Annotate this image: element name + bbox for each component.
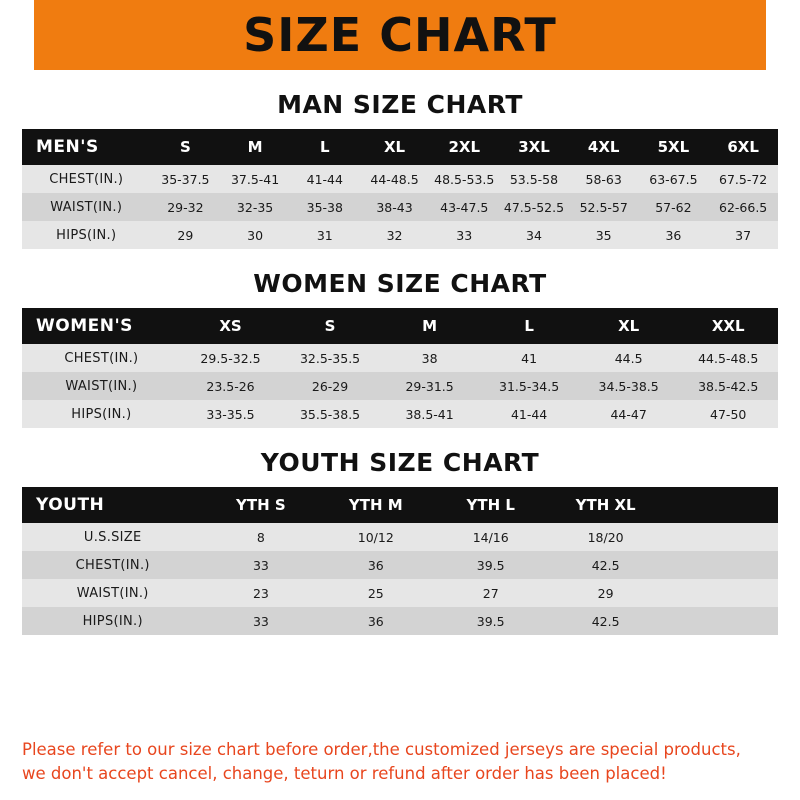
men-waist-6xl: 62-66.5 (719, 199, 768, 215)
men-chest-m: 37.5-41 (230, 171, 280, 187)
youth-size-table (22, 487, 778, 635)
women-size-table (22, 308, 778, 428)
men-chest-4xl: 58-63 (585, 171, 622, 187)
women-hips-xs: 33-35.5 (206, 406, 255, 422)
youth-row-chest-label: CHEST(IN.) (75, 557, 150, 573)
header-left-spacer (0, 0, 34, 70)
women-waist-xl: 34.5-38.5 (598, 378, 659, 394)
women-col-xxl: XXL (678, 308, 778, 344)
men-chest-5xl: 63-67.5 (649, 171, 698, 187)
women-chest-m: 38 (421, 350, 438, 366)
youth-hips-l: 39.5 (476, 613, 505, 629)
women-hips-m: 38.5-41 (405, 406, 454, 422)
women-chest-xl: 44.5 (614, 350, 643, 366)
men-col-m: M (220, 129, 290, 165)
men-chest-2xl: 48.5-53.5 (434, 171, 495, 187)
women-table-body (22, 344, 778, 428)
youth-col-m: YTH M (318, 487, 433, 523)
men-waist-5xl: 57-62 (655, 199, 692, 215)
men-size-table (22, 129, 778, 249)
men-col-s: S (151, 129, 221, 165)
men-row-hips-label: HIPS(IN.) (56, 227, 117, 243)
page-title: SIZE CHART (243, 8, 557, 62)
chart-content (0, 70, 800, 728)
table-row (22, 579, 778, 607)
women-waist-s: 26-29 (311, 378, 349, 394)
youth-chest-l: 39.5 (476, 557, 505, 573)
men-chest-3xl: 53.5-58 (509, 171, 559, 187)
youth-ussize-l: 14/16 (472, 529, 509, 545)
women-header-label: WOMEN'S (22, 308, 181, 344)
youth-ussize-spacer (663, 523, 778, 551)
youth-hips-xl: 42.5 (591, 613, 620, 629)
youth-waist-s: 23 (252, 585, 269, 601)
section-title-youth: YOUTH SIZE CHART (260, 448, 540, 477)
men-hips-m: 30 (247, 227, 264, 243)
women-col-xl: XL (579, 308, 679, 344)
men-col-xl: XL (360, 129, 430, 165)
youth-row-waist-label: WAIST(IN.) (76, 585, 149, 601)
men-hips-xl: 32 (386, 227, 403, 243)
men-waist-2xl: 43-47.5 (440, 199, 489, 215)
men-table-body (22, 165, 778, 249)
men-chest-xl: 44-48.5 (370, 171, 419, 187)
youth-header-label: YOUTH (22, 487, 203, 523)
women-waist-m: 29-31.5 (405, 378, 454, 394)
table-row (22, 165, 778, 193)
youth-col-spacer (663, 487, 778, 523)
youth-col-xl: YTH XL (548, 487, 663, 523)
women-col-xs: XS (181, 308, 281, 344)
women-chest-xxl: 44.5-48.5 (698, 350, 759, 366)
men-col-4xl: 4XL (569, 129, 639, 165)
women-row-chest-label: CHEST(IN.) (64, 350, 139, 366)
men-waist-xl: 38-43 (376, 199, 413, 215)
men-col-6xl: 6XL (708, 129, 778, 165)
men-col-2xl: 2XL (429, 129, 499, 165)
youth-chest-s: 33 (252, 557, 269, 573)
men-chest-l: 41-44 (306, 171, 343, 187)
youth-ussize-m: 10/12 (357, 529, 394, 545)
men-hips-s: 29 (177, 227, 194, 243)
men-col-5xl: 5XL (639, 129, 709, 165)
women-col-m: M (380, 308, 480, 344)
men-row-waist-label: WAIST(IN.) (50, 199, 123, 215)
youth-table-body (22, 523, 778, 635)
youth-ussize-xl: 18/20 (587, 529, 624, 545)
table-row (22, 344, 778, 372)
women-chest-l: 41 (521, 350, 538, 366)
youth-col-s: YTH S (203, 487, 318, 523)
men-col-3xl: 3XL (499, 129, 569, 165)
men-col-l: L (290, 129, 360, 165)
women-col-s: S (280, 308, 380, 344)
table-row (22, 400, 778, 428)
men-hips-6xl: 37 (735, 227, 752, 243)
men-waist-s: 29-32 (167, 199, 204, 215)
section-title-women: WOMEN SIZE CHART (253, 269, 547, 298)
men-waist-m: 32-35 (236, 199, 274, 215)
women-hips-l: 41-44 (510, 406, 548, 422)
youth-waist-spacer (663, 579, 778, 607)
men-table-header (22, 129, 778, 165)
men-header-label: MEN'S (22, 129, 151, 165)
women-table-header (22, 308, 778, 344)
men-row-chest-label: CHEST(IN.) (49, 171, 124, 187)
footer-line-2: we don't accept cancel, change, teturn or refund after order has been placed! (22, 764, 667, 784)
youth-hips-s: 33 (252, 613, 269, 629)
women-chest-xs: 29.5-32.5 (200, 350, 261, 366)
youth-ussize-s: 8 (256, 529, 265, 545)
section-title-men: MAN SIZE CHART (277, 90, 523, 119)
women-hips-s: 35.5-38.5 (299, 406, 361, 422)
men-waist-4xl: 52.5-57 (579, 199, 628, 215)
men-chest-s: 35-37.5 (161, 171, 210, 187)
women-col-l: L (479, 308, 579, 344)
women-hips-xl: 44-47 (610, 406, 647, 422)
women-row-waist-label: WAIST(IN.) (65, 378, 138, 394)
youth-row-ussize-label: U.S.SIZE (83, 529, 142, 545)
youth-chest-m: 36 (367, 557, 384, 573)
footer-disclaimer (0, 728, 800, 800)
women-row-hips-label: HIPS(IN.) (71, 406, 132, 422)
table-row (22, 221, 778, 249)
table-header-row (22, 129, 778, 165)
women-hips-xxl: 47-50 (710, 406, 747, 422)
footer-line-1: Please refer to our size chart before order,the customized jerseys are special products, (22, 740, 741, 760)
youth-chest-xl: 42.5 (591, 557, 620, 573)
women-waist-xxl: 38.5-42.5 (698, 378, 759, 394)
men-hips-5xl: 36 (665, 227, 682, 243)
men-hips-4xl: 35 (595, 227, 612, 243)
youth-waist-l: 27 (482, 585, 499, 601)
women-chest-s: 32.5-35.5 (299, 350, 361, 366)
youth-col-l: YTH L (433, 487, 548, 523)
table-header-row (22, 487, 778, 523)
men-waist-3xl: 47.5-52.5 (503, 199, 565, 215)
table-row (22, 551, 778, 579)
table-row (22, 372, 778, 400)
youth-waist-xl: 29 (597, 585, 614, 601)
men-hips-l: 31 (316, 227, 333, 243)
youth-row-hips-label: HIPS(IN.) (82, 613, 143, 629)
men-chest-6xl: 67.5-72 (719, 171, 768, 187)
women-waist-xs: 23.5-26 (206, 378, 255, 394)
youth-hips-m: 36 (367, 613, 384, 629)
women-waist-l: 31.5-34.5 (499, 378, 560, 394)
header-right-spacer (766, 0, 800, 70)
men-hips-2xl: 33 (456, 227, 473, 243)
youth-table-header (22, 487, 778, 523)
table-row (22, 607, 778, 635)
table-row (22, 523, 778, 551)
men-hips-3xl: 34 (526, 227, 542, 243)
table-row (22, 193, 778, 221)
men-waist-l: 35-38 (306, 199, 343, 215)
table-header-row (22, 308, 778, 344)
youth-waist-m: 25 (367, 585, 384, 601)
youth-hips-spacer (663, 607, 778, 635)
header-banner (0, 0, 800, 70)
youth-chest-spacer (663, 551, 778, 579)
